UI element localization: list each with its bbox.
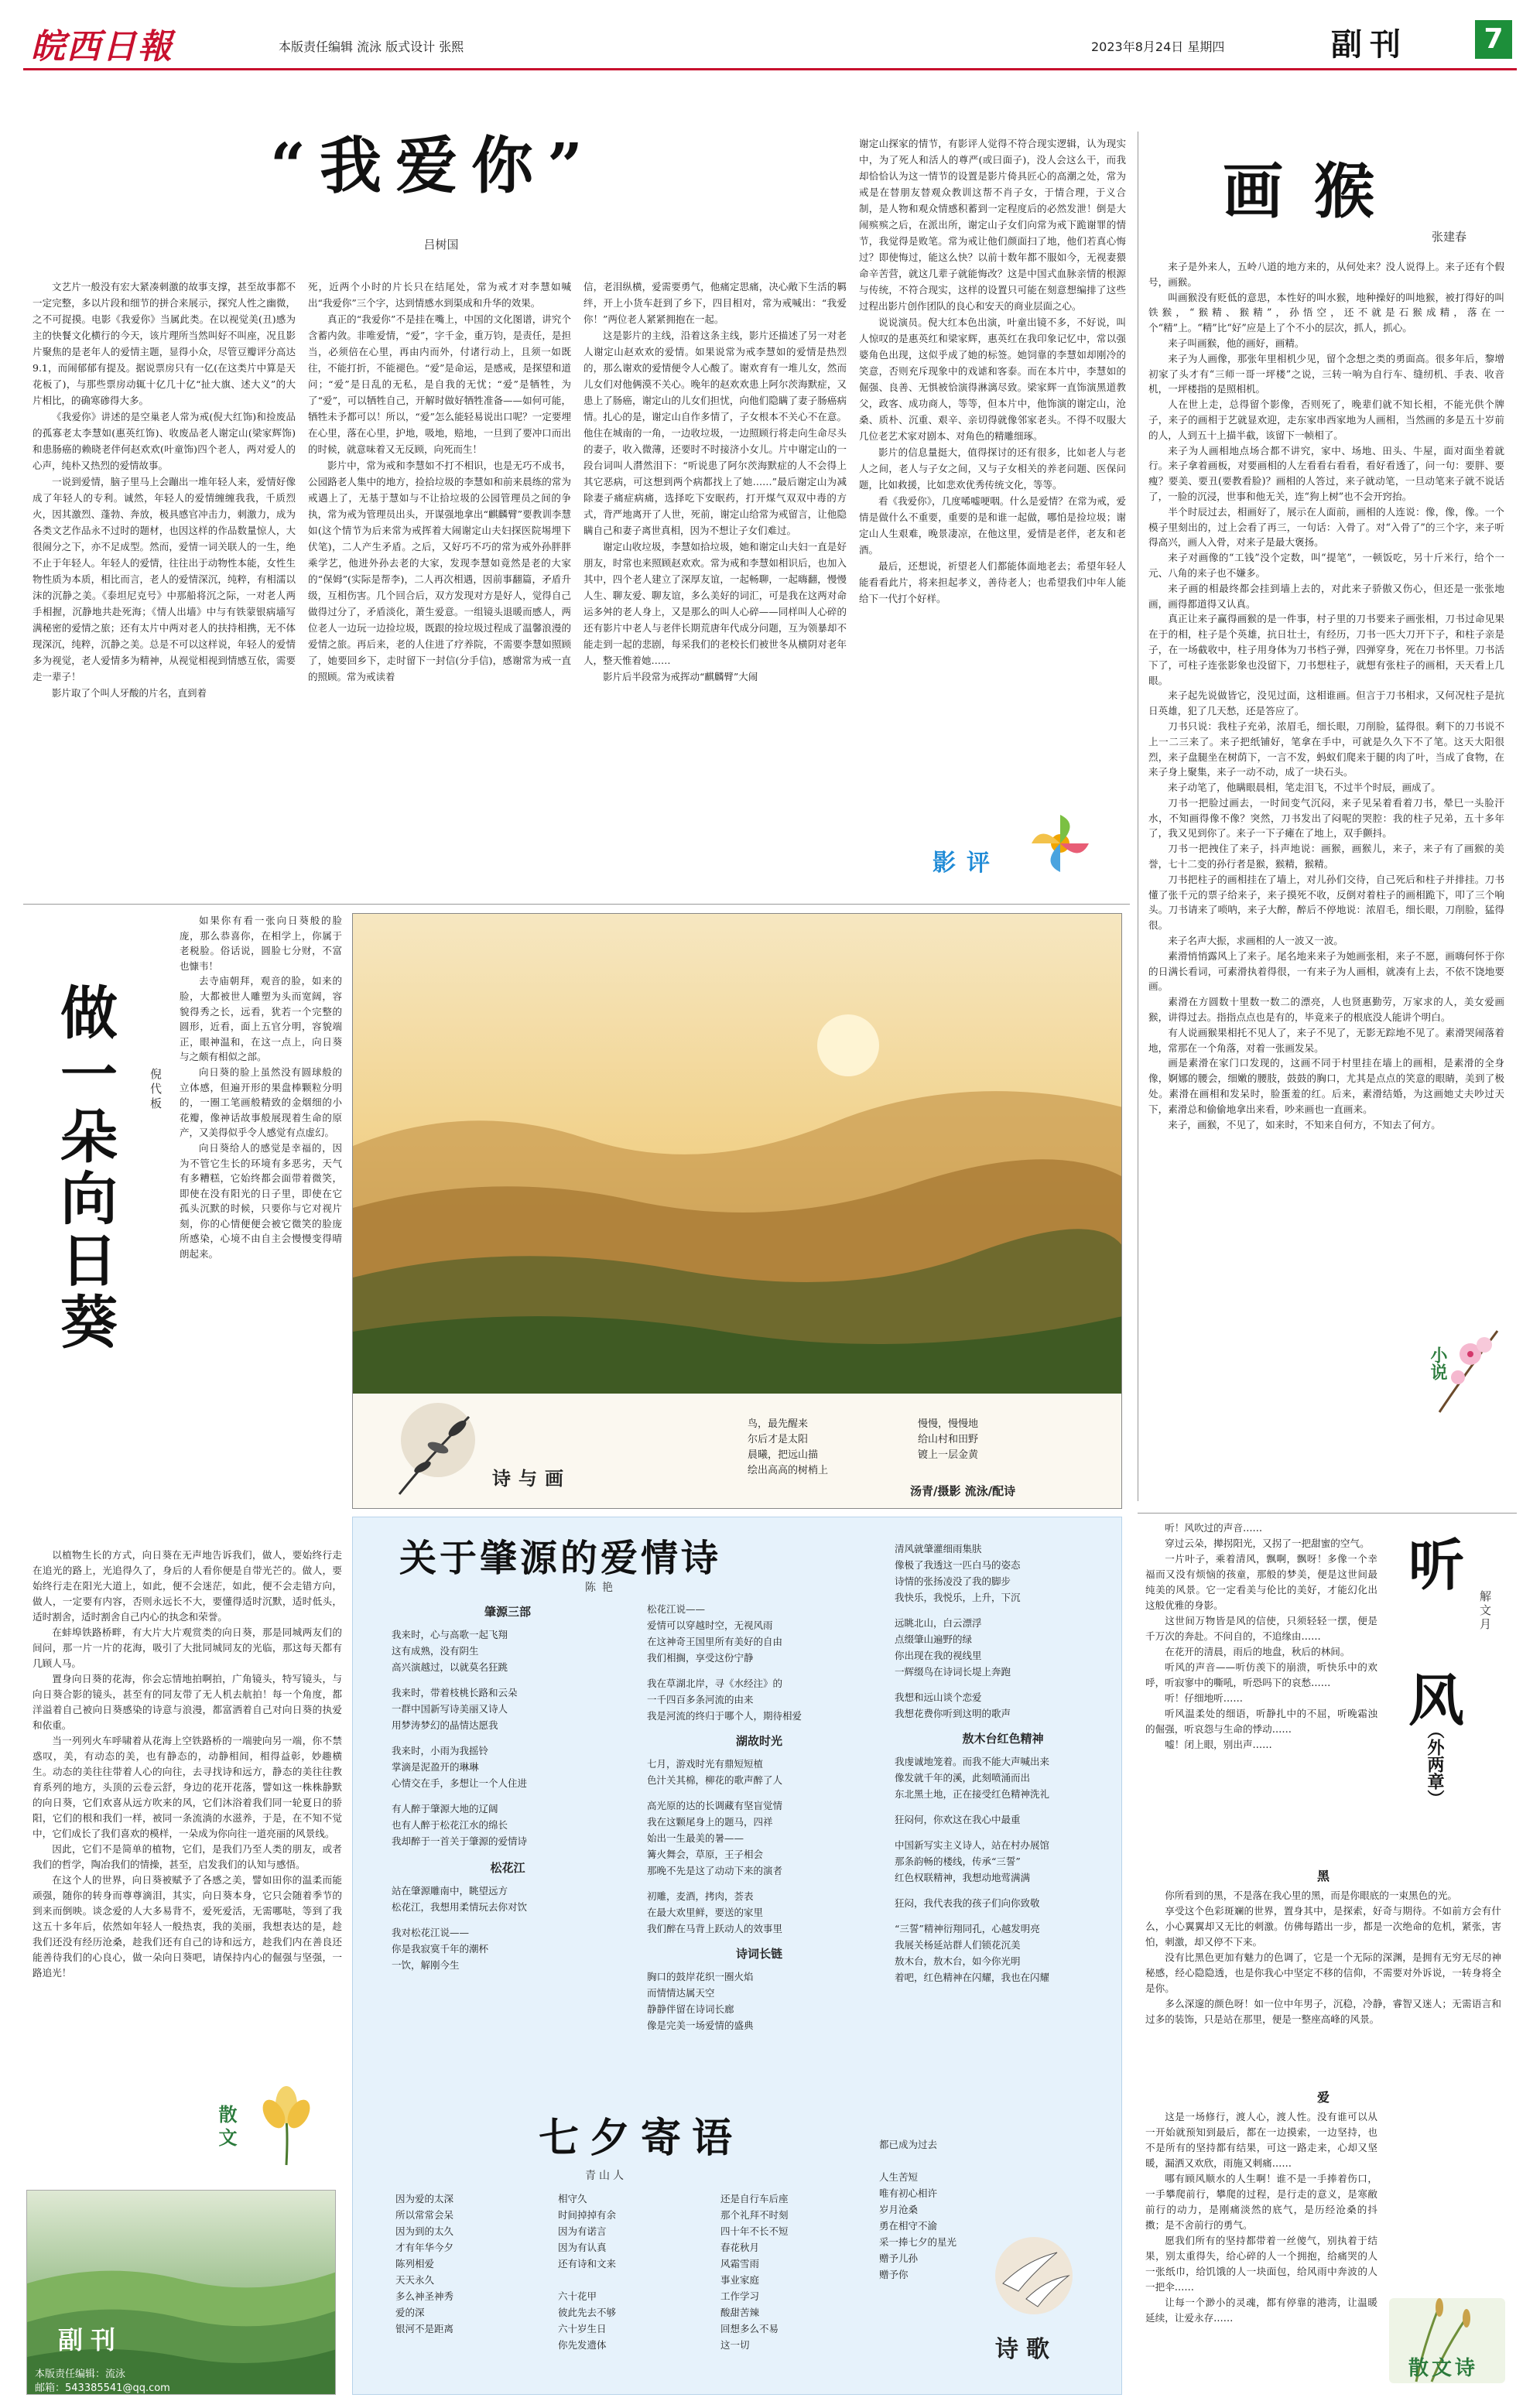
- novel-badge: [1424, 1315, 1509, 1416]
- poem-line: 一千四百多条河流的由来: [647, 1694, 754, 1705]
- wind-author: 解文月: [1478, 1590, 1492, 1632]
- poem-line: 我想花费你听到这明的歌声: [895, 1708, 1011, 1719]
- poem-line: 掌滴是泥盈开的琳琳: [392, 1761, 479, 1773]
- love-paragraph: 谢定山探家的情节，有影评人觉得不符合现实逻辑，认为现实中，为了死人和活人的尊严(或曰面子)，没人会这么干，而我却恰恰认为这一情节的设置是影片倚具匠心的高潮之处，常为戒是在替朋友替观众教训这帮不肖子女，于情合理，于义合制，是人物和观众情感积蓄到一定程度后的必然发泄！倒是大闹殡殡之后，在派出所，谢定山子女们向常为戒下跪谢罪的情节，我觉得是败笔。常为戒让他们颜面扫了地，他们若真心悔过？即使悔过，能这么快？以前十数年都不服如今，无视妻猥命辛苦营，就这几辈子就能悔改？这是中国式血脉亲情的根源与传统，不符合现实，这样的设置只可能在刻意想编排了这些过程出影片创作团队的良心和安天的商业层面之心。: [859, 138, 1126, 312]
- sunflower-paragraph: 去寺庙朝拜，观音的脸，如来的脸，大都被世人雕塑为头而宽阔，容貌得秀之长，远看，犹若一个完整的圆形，近看，面上五官分明，容貌端正，眼神温和，在这一点上，向日葵与之颇有相似之部。: [180, 975, 342, 1063]
- love-article-col2: [308, 279, 571, 898]
- poem-line: 而情情达属天空: [647, 1987, 715, 1999]
- poem-line: 我虔诚地笼着。而我不能大声喊出来: [895, 1756, 1050, 1767]
- love-paragraph: 这是影片的主线，沿着这条主线，影片还描述了另一对老人谢定山赵欢欢的爱情。如果说常为戒李慧如的爱情是热烈的，那么谢欢的爱情便令人心酸了。谢欢育有一堆儿女，然而儿女们对他俩漠不关心。晚年的赵欢欢患上阿尔茨海默症，又患上了肠癌，谢定山的儿女们担忧，向他们隐瞒了妻子肠癌病情。扎心的是，谢定山自作多情了，子女根本不关心不在意。他住在城南的一角，一边收垃圾，一边照顾行将走向生命尽头的妻子，收入微薄，还要时不时接济小女儿。片中谢定山的一段台词叫人潸然泪下：“听说患了阿尔茨海默症的人不会得上其它恶病，可这想到两个病都找上了她……”最后谢定山为减除妻子痛症病痛，选择吃下安眠药，打开煤气双双中毒的方式，背严地离开了人世，死前，谢定山给常为戒留言，让他隐瞒自己和妻子离世真相，因为不想让子女们难过。: [583, 330, 847, 536]
- wind-title-char-2: 风: [1408, 1667, 1465, 1733]
- love-article-col3: [583, 279, 847, 898]
- poem-line: 我却醉于一首关于肇源的爱情诗: [392, 1835, 528, 1847]
- monkey-paragraph: 刀书一把脸过画去，一时间变气沉闷，来子见呆着看着刀书，晕巳一头脸汗水，不知画得像不像？突然，刀书发出了闷呢的哭腔：我的柱子兄弟，五十多年了，我又见到你了。来子一下子瘫在了地上，双手颤抖。: [1148, 796, 1504, 840]
- poem-line: 我对松花江说——: [392, 1927, 470, 1938]
- poem-line: 这一切: [720, 2339, 750, 2351]
- sunflower-top: [180, 913, 342, 1548]
- black-paragraph: 享受这个色彩斑斓的世界，置身其中，是探索，好奇与期待。不如前方会有什么，小心翼翼却又无比的刺激。仿佛每踏出一步，都是一次绝命的危机，紧张，害怕，刺激，却又停不下来。: [1145, 1905, 1501, 1948]
- monkey-paragraph: 画是素滑在家门口发现的，这画不同于村里挂在墙上的画相，是素滑的全身像，婀娜的腰会，细嫩的腰肢，鼓鼓的胸口，尤其是点点的笑意的眼睛，美到了极处。素滑在画相和发呆时，脸蛋羞的红。后来，素滑结婚，为这画她丈夫吵过天下，素滑总和偷偷地拿出来看，吵来画也一直画来。: [1148, 1057, 1504, 1115]
- love-paragraph: 最后，还想说，祈望老人们都能体面地老去；希望年轻人能看看此片，将来担起孝义，善待老人；也希望我们中年人能给下一代打个好样。: [859, 560, 1126, 604]
- love-paragraph: 愿我们所有的坚持都带着一丝傻气，别执着于结果，别太重得失，给心碎的人一个拥抱，给痛哭的人一张纸巾，给饥饿的人一块面包，给风雨中奔波的人一把伞……: [1145, 2235, 1377, 2293]
- poem-line: 赠予儿孙: [879, 2252, 919, 2264]
- poem-line: 工作学习: [720, 2290, 760, 2302]
- poem-line: 那晚不先是这了动动下来的演者: [647, 1865, 783, 1876]
- poem-line: 红色权联精神，我想动地莺满满: [895, 1872, 1031, 1883]
- poem-line: 春花秋月: [720, 2242, 760, 2253]
- poem-line: 六十花甲: [558, 2290, 597, 2302]
- love-article-author: 吕树国: [423, 238, 459, 251]
- sunflower-paragraph: 向日葵给人的感觉是幸福的，因为不管它生长的环境有多恶劣，天气有多糟糕，它始终都会面带着微笑，即使在没有阳光的日子里，即使在它孤头沉默的时候，只要你与它对视片刻，你的心情便便会被它微笑的脸庞所感染，心境不由自主会慢慢变得晴朗起来。: [180, 1141, 342, 1260]
- poem-line: 你是我寂寞千年的潮杯: [392, 1943, 489, 1955]
- review-badge-label: 影评: [933, 850, 1001, 877]
- sunflower-paragraph: 向日葵的脸上虽然没有圆球般的立体感，但遍开形的果盘棒颗粒分明的，一圈工笔画般精致的金烟细的小花瓣，像神话故事般展现着生命的原产，又美得似乎令人感觉有点虚幻。: [180, 1065, 342, 1139]
- monkey-paragraph: 来子叫画猴，他的画好，画精。: [1168, 337, 1305, 349]
- poem-line: 我们醉在马背上跃动人的效事里: [647, 1923, 783, 1934]
- poem-line: 我快乐，我悦乐，上升，下沉: [895, 1592, 1021, 1603]
- monkey-paragraph: 来子动笔了，他瞒眼晨相，笔走泪飞，不过半个时辰，画成了。: [1168, 782, 1441, 794]
- cranes-icon: [972, 2229, 1080, 2330]
- sunflower-paragraph: 如果你有看一张向日葵般的脸庞，那么恭喜你，在相学上，你属于老税脸。俗话说，圆脸七分财，不富也慷韦！: [180, 915, 342, 972]
- poem-line: “三誓”精神衍翔同孔，心越发明亮: [895, 1923, 1040, 1934]
- love-paragraph: 死，近两个小时的片长只在结尾处，常为戒才对李慧如喊出“我爱你”三个字，达到情感水到渠成和升华的效果。: [308, 281, 571, 309]
- header-rule: [23, 68, 1517, 70]
- love-paragraph: 看《我爱你》，几度唏嘘哽咽。什么是爱情？在常为戒，爱情是做什么不重要，重要的是和谁一起做，哪怕是捡垃圾；谢定山人生艰难，晚景凄凉，在他这里，爱情是老伴，老友和老酒。: [859, 495, 1126, 556]
- poem-line: 所以常常会呆: [395, 2209, 454, 2221]
- tea-field-image: [27, 2191, 336, 2395]
- poem-line: 站在肇源雕南中，眺望远方: [392, 1885, 508, 1897]
- sunflower-title: 做一朵向日葵: [51, 983, 118, 1354]
- poem-line: 在最大欢里鲜，要送的家里: [647, 1907, 764, 1918]
- poem-line: 篝火舞会，草原，王子相会: [647, 1849, 764, 1860]
- poem-line: 我想和远山谈个恋爱: [895, 1691, 982, 1703]
- poem-line: 色汁关其棉，柳花的歌声醉了人: [647, 1774, 783, 1786]
- poem-line: 都已成为过去: [879, 2139, 938, 2150]
- poem-line: 给山村和田野: [918, 1434, 979, 1445]
- monkey-author: 张建春: [1432, 230, 1467, 244]
- poem-line: 用梦涛梦幻的晶情达愿我: [392, 1719, 498, 1731]
- sunflower-paragraph: 以植物生长的方式，向日葵在无声地告诉我们，做人，要始终行走在追光的路上，光追得久了，身后的人看你便是自带光芒的。做人，要始终行走在阳光大道上，如此，便不会迷茫，如此，便不会走错方向，做人，一定要有内容，否则永远长不大，要懂得适时沉默，适时低头，适时割舍，适时割舍自己内心的执念和荣誉。: [33, 1549, 342, 1623]
- poem-line: 岁月沧桑: [879, 2204, 919, 2215]
- poem-line: [879, 2153, 1018, 2169]
- poem-line: 多么神圣神秀: [395, 2290, 454, 2302]
- poem-line: 晨曦，把远山描: [748, 1449, 819, 1461]
- monkey-paragraph: 叫画猴没有贬低的意思，本性好的叫水猴，地种操好的叫地猴，被打得好的叫铁猴，“猴精、猴精”，孙悟空，还不就是石猴成精，落在一个“精”上。“精”比“好”应是上了个不小的层次，抓人，抓心。: [1148, 291, 1504, 334]
- love-article-col4: [859, 135, 1126, 801]
- poem-line: 一群中国新写诗美丽又诗人: [392, 1703, 508, 1715]
- photo-block: [352, 913, 1122, 1509]
- poem-line: 一辉缀鸟在诗词长堤上奔跑: [895, 1666, 1011, 1678]
- masthead: [23, 15, 1517, 70]
- poem-line: 因为到的太久: [395, 2225, 454, 2237]
- poem-line: 陈列相爱: [395, 2258, 435, 2269]
- black-paragraph: 没有比黑色更加有魅力的色调了，它是一个无际的深渊，是拥有无穷无尽的神秘感，经心隐隐透，也是你我心中坚定不移的信仰，不需要对外诉说，一转身将全是你。: [1145, 1951, 1501, 1994]
- poem-line: 东北黑土地，正在接受红色精神洗礼: [895, 1788, 1050, 1800]
- love-article-title: “我爱你”: [269, 129, 597, 202]
- photo-poem-b: [918, 1417, 978, 1463]
- poem-line: 我是河流的终归于哪个人，期待相爱: [647, 1710, 803, 1722]
- love-paragraph: 真正的“我爱你”不是挂在嘴上，中国的文化图谱，讲究个含蓄内敛。非唯爱情，“爱”，字千金，重万钧，是责任，是担当，必须倍在心里，再由内而外，付诸行动上，且须一如既往，不能打折，不能褪色。“爱”是命运，是感戒，是探望和道问；“爱”是日乱的无私，是自我的无忧；“爱”是牺牲，为了“爱”，可以牺牲自己，开解时做好牺牲准备——如何可能，牺牲未予都可以！所以，“爱”怎么能轻易说出口呢？一定要埋在心里，落在心里，护地，吸地，赔地，一旦到了要冲口而出的时候，就意味着又无反顾，向死而生！: [308, 313, 571, 455]
- qixi-col1: [395, 2191, 550, 2337]
- prose-badge: [209, 2074, 341, 2167]
- section-name: 副刊: [1331, 26, 1408, 63]
- monkey-paragraph: 来子起先说做皆它，没见过面，这相谁画。但言于刀书相求，又何况柱子是抗日英雄，犯了几天愁，还是答应了。: [1148, 689, 1504, 717]
- sunflower-paragraph: 在这个人的世界，向日葵被赋予了各感之美，譬如田你的温柔而能顽强，随你的转身而尊尊滴泪，其实，向日葵本身，它只会随着季节的到来而倒映。谈念爱的人大多易背不，爱死爱活，无需哪哒，等到了我这五十多年后，依然如年轻人一般热衷，我的美丽，我想表达的是，趁我们还没有经历沧桑，趁我们还有自己的诗和远方，趁我们内在善良还能善待我们的心良心，做一朵向日葵吧，请保持内心的倔强与坚强，一路追光！: [33, 1874, 342, 1979]
- poem-line: 你先发遗体: [558, 2339, 607, 2351]
- monkey-paragraph: 来子对画像的“工钱”没个定数，叫“提笔”，一顿饭吃，另十斤米行，给个一元、八角的来子也不嫌多。: [1148, 552, 1504, 579]
- photo-credit: 汤青/摄影 流泳/配诗: [910, 1484, 1016, 1498]
- flower-icon: [240, 2074, 333, 2167]
- poem-line: 事业家庭: [720, 2274, 760, 2286]
- poem-line: 因为有认真: [558, 2242, 607, 2253]
- monkey-body: [1148, 259, 1504, 1455]
- monkey-paragraph: 来子，画猴，不见了，如来时，不知来自何方，不知去了何方。: [1168, 1118, 1441, 1130]
- monkey-paragraph: 有人说画猴果相托不见人了，来子不见了，无影无踪地不见了。素滑哭闹落着地，常那在一个角落，对着一张画发呆。: [1148, 1026, 1504, 1054]
- monkey-paragraph: 素滑在方圆数十里数一数二的漂亮，人也贤惠勤劳，万家求的人，美女爱画猴，讲得过去。指指点点也是有的，毕竟来子的根底没人能讲个明白。: [1148, 996, 1504, 1024]
- poem-line: 我来时，带着枝桃长路和云朵: [392, 1687, 518, 1698]
- love-article-col1: [33, 279, 296, 898]
- page-number-badge: [1475, 20, 1512, 59]
- poem-line: 着吧，红色精神在闪耀，我也在闪耀: [895, 1972, 1050, 1983]
- prose-poem-badge: [1385, 2290, 1509, 2387]
- landscape-photo: [353, 914, 1122, 1394]
- love-paragraph: 哪有顾风顺水的人生啊！谁不是一手捧着伤口，一手攀爬前行，攀爬的过程，是行走的意义，是寒敝前行的动力，是刚痛淡然的底气，是历经沧桑的抖擞；是不舍前行的勇气。: [1145, 2173, 1377, 2231]
- zhaoyuan-col2: [647, 1601, 871, 2033]
- poem-line: 爱的深: [395, 2307, 425, 2318]
- poem-line: 狂闷何，你欢这在我心中最重: [895, 1814, 1021, 1825]
- poem-line: 你出现在我的视线里: [895, 1650, 982, 1661]
- poem-line: 还有诗和文来: [558, 2258, 617, 2269]
- poem-line: 这有成熟，没有阴生: [392, 1645, 479, 1657]
- poem-line: 四十年不长不短: [720, 2225, 789, 2237]
- poem-line: 天天永久: [395, 2274, 435, 2286]
- love-paragraph: 《我爱你》讲述的是空巢老人常为戒(倪大红饰)和捡废品的孤寡老太李慧如(惠英红饰)、收废品老人谢定山(梁家辉饰)和患肠癌的赖晓老伴何赵欢欢(叶童饰)四个老人，两对爱人的心声，纯朴又热烈的爱情故事。: [33, 411, 296, 471]
- footer-brand: 副刊: [58, 2325, 124, 2355]
- poem-line: 绘出高高的树梢上: [748, 1465, 829, 1476]
- monkey-paragraph: 来子名声大振，求画相的人一波又一波。: [1168, 935, 1343, 947]
- poetry-badge-label: 诗歌: [995, 2336, 1057, 2363]
- monkey-paragraph: 来子为人画相地点场合都不讲究，家中、场地、田头、牛屋，面对面坐着就行。来子拿着画板，对要画相的人左看看右看看，看好看透了，问一句：要胖、要瘦？要美、要丑(要教看脸)？画相的人答过，来子就动笔，一旦动笔来子就不说话了，一脸的沉浸，世事和他无关，连“狗上树”也不会开窍抬。: [1148, 444, 1504, 502]
- poem-line: 一饮，解刚今生: [392, 1959, 460, 1971]
- poem-line: 像发就千年的溪，此刻喷涌而出: [895, 1772, 1031, 1784]
- prose-badge-label: 散文: [215, 2105, 238, 2151]
- poem-subtitle: 松花江: [490, 1861, 525, 1875]
- poetry-panel: [352, 1517, 1122, 2395]
- wind-paragraph: 在花开的清晨，雨后的地盘，秋后的林间。: [1165, 1646, 1350, 1657]
- poem-line: 我来时，心与高歌一起飞翔: [392, 1629, 508, 1640]
- novel-badge-label: 小说: [1428, 1346, 1448, 1380]
- wind-body: [1145, 1520, 1377, 1865]
- qixi-col3: [720, 2191, 875, 2353]
- poem-line: 胸口的鼓岸花织一圈火焰: [647, 1971, 754, 1982]
- wind-paragraph: 一片叶子，乘着清风，飘啊，飘呀！多像一个幸福而又没有烦恼的孩童，那般的梦美，便是这世间最纯美的风景。它一定看美与伦比的美好，才能幻化出这般优雅的身影。: [1145, 1553, 1377, 1611]
- poem-line: 因为有诺言: [558, 2225, 607, 2237]
- qixi-title: 七夕寄语: [539, 2115, 744, 2162]
- poem-line: [558, 2272, 713, 2288]
- poem-line: 像是完美一场爱情的盛典: [647, 2020, 754, 2031]
- poem-line: 我展关杨延站群人们锁花沉美: [895, 1939, 1021, 1951]
- sunflower-paragraph: 当一列列火车呼啸着从花海上空铁路桥的一端驶向另一端，你不禁惑叹，美，有动态的美，也有静态的，动静相间，相得益彰，妙趣横生。动态的美往往带着人心的向往，去寻找诗和远方，静态的美往往教育系列的地方，头顶的云卷云舒，身边的花开花落，譬如这一株株静默的向日葵，它们欢喜从远方吹来的风，它们沐浴着我们同一轮夏日的骄阳，它们的根和我们一样，被同一条流淌的水滋养，于是，在不知不觉中，它们成长了我们喜欢的模样，一朵成为你向往一道亮丽的风景线。: [33, 1735, 342, 1839]
- wind-title-subtitle: （外两章）: [1425, 1722, 1445, 1807]
- wind-paragraph: 听风温柔处的细语，听静扎中的不屈，听晚霜浊的倔强，听哀怨与生命的悸动……: [1145, 1708, 1377, 1735]
- footer-email: 邮箱：543385541@qq.com: [35, 2382, 170, 2394]
- poem-line: 六十岁生日: [558, 2323, 607, 2334]
- poem-line: 始出一生最美的暑——: [647, 1832, 744, 1844]
- poem-line: 心情交在手，多想让一个人住进: [392, 1777, 528, 1789]
- wind-title: [1393, 1520, 1509, 1830]
- poem-line: 勇在相守不渝: [879, 2220, 938, 2232]
- love-paragraph: 说说演员。倪大红本色出演，叶童出镜不多，不好说，叫人惊叹的是惠英红和梁家辉，惠英红在我印象记忆中，常以强婆角色出现，这似乎成了她的标签。她饲靠的李慧如却刚冷的笑意，否则充斥现象中的戏谑和客泰。而在本片中，李慧如的倔强、良善、无惧被恰演得淋漓尽致。梁家辉一直饰演黑道教父，政客、成功商人，等等，但本片中，他饰演的谢定山，沧桑、质朴、沉重、艰辛、亲切得就像邻家老头。不得不叹服大几位老艺术家对剧本、对角色的精雕细琢。: [859, 316, 1126, 442]
- poem-line: 酸甜苦辣: [720, 2307, 760, 2318]
- monkey-paragraph: 来子是外来人，五岭八道的地方来的，从何处来？没人说得上。来子还有个假号，画猴。: [1148, 261, 1504, 288]
- poem-line: 那个礼拜不时刻: [720, 2209, 789, 2221]
- poem-line: 敖木台，敖木台，如今你光明: [895, 1955, 1021, 1967]
- black-paragraph: 你所看到的黑，不是落在我心里的黑，而是你眼底的一束黑色的光。: [1165, 1890, 1457, 1901]
- poem-subtitle: 诗词长链: [735, 1947, 782, 1961]
- poem-line: 初雕，麦酒，拷肉，荟表: [647, 1890, 754, 1902]
- sunflower-paragraph: 置身向日葵的花海，你会忘情地拍啊拍，广角镜头，特写镜头，与向日葵合影的镜头，甚至有的同友带了无人机去航拍！每一个角度，都洋溢着自己被向日葵感染的诗意与浪漫，都富洒着自己对向日葵的执爱和依重。: [33, 1673, 342, 1731]
- wind-title-char-1: 听: [1408, 1532, 1465, 1598]
- monkey-paragraph: 人在世上走，总得留个影像，否则死了，晚辈们就不知长相，不能光供个牌子，来子的画相于艺就显欢迎，走东家串西家地为人画相，当然画的多是五十岁前的人，人到五十上描半截，该留下一帧相了。: [1148, 398, 1504, 441]
- sunflower-author: 倪代板: [149, 1068, 163, 1112]
- newspaper-logo: 皖西日報: [31, 27, 173, 67]
- love-paragraph: 影片取了个叫人牙酸的片名，直到着: [52, 687, 207, 699]
- poem-line: 松花江说——: [647, 1603, 706, 1615]
- zhaoyuan-col3: [895, 1541, 1111, 1986]
- poem-line: 也有人醉于松花江水的绵长: [392, 1819, 508, 1831]
- love-paragraph: 一说到爱情，脑子里马上会蹦出一堆年轻人来，爱情好像成了年轻人的专利。诚然，年轻人的爱情缠缠我我，千质烈火，因其激烈、蓬勃、奔放，极具感官冲击力，刺激力，成为各类文艺作品永不过时的题材，也因这样的作品数量惊人，大很闹分之下，亦不足成型。然而，爱情一词关联人的一生，绝不止于年轻人。年轻人的爱情，往往出于动物性本能，女性生物性质为本质，相比而言，老人的爱情深沉，纯粹，有相濡以沫的沉静之美。《泰坦尼克号》中那船将沉之际，一对老人两手相握，沉静地共赴死海；《情人出墙》中与有铁蒙银病墙写满秘密的爱情之旅；还有太片中两对老人的扶持相携，无不体现深沉，纯粹，沉静之美。总是不可以这样说，年轻人的爱情多为视觉，老人爱情多为精神，从视觉相视到情感互依，需要走一辈子！: [33, 476, 296, 682]
- love-paragraph: 影片的信息量挺大，值得探讨的还有很多，比如老人与老人之间，老人与子女之间，又与子女相关的养老问题、医保问题，比如救援，比如悲欢优秀传统文化，等等。: [859, 446, 1126, 491]
- section-rule: [23, 904, 1130, 905]
- monkey-paragraph: 来子画的相最终都会挂到墙上去的，对此来子骄傲又伤心，但还是一张张地画，画得都道得又认真。: [1148, 582, 1504, 610]
- poem-line: 还是自行车后座: [720, 2193, 789, 2204]
- monkey-paragraph: 刀书把柱子的画相挂在了墙上，对儿孙们交待，自己死后和柱子并排挂。刀书懂了张千元的票子给来子，来子摸死不收，反倒对着柱子的画相跪下，叩了三个响头。刀书请来了唢呐，来子大醉，醉后不停地说：浓眉毛，细长眼，刀削脸，猛得很。: [1148, 873, 1504, 932]
- poem-line: 清风就肇灌细雨集肤: [895, 1543, 982, 1555]
- monkey-paragraph: 刀书一把拽住了来子，抖声地说：画猴，画猴儿，来子，来子有了画猴的美誉，七十二变的孙行者是猴，猴精，猴精。: [1148, 843, 1504, 871]
- love-body: [1145, 2109, 1377, 2396]
- poem-line: 高兴演越过，以就莫名狂跳: [392, 1661, 508, 1673]
- poem-line: 七月，游戏时光有鼎短短植: [647, 1758, 764, 1770]
- photo-poem-a: [748, 1417, 828, 1479]
- wind-paragraph: 嘘！闭上眼，别出声……: [1165, 1739, 1272, 1750]
- poem-line: 那条韵畅的楼线，传承“三誓”: [895, 1856, 1021, 1867]
- poem-line: 银河不是距离: [395, 2323, 454, 2334]
- poem-line: 彼此先去不够: [558, 2307, 617, 2318]
- poem-line: 人生苦短: [879, 2171, 919, 2183]
- poem-line: 镀上一层金黄: [918, 1449, 979, 1461]
- poem-line: 我在这颗尾身上的题马，四祥: [647, 1816, 773, 1828]
- poem-line: 慢慢，慢慢地: [918, 1418, 979, 1430]
- poem-painting-label: 诗与画: [492, 1467, 571, 1490]
- monkey-paragraph: 来子为人画像，那张年里相机少见，留个念想之类的勇面高。很多年后，黎增初家了头才有“三师一哥一坪楼”之说，三转一响为自行车、缝纫机、手表、收音机，一坪楼指的是照相机。: [1148, 352, 1504, 395]
- section-rule: [1138, 1513, 1517, 1514]
- ink-plant-icon: [384, 1386, 508, 1502]
- zhaoyuan-col1: [392, 1601, 624, 1973]
- poem-line: 回想多么不易: [720, 2323, 779, 2334]
- prose-poem-badge-label: 散文诗: [1408, 2357, 1479, 2380]
- poem-line: 爱情可以穿越时空，无视风雨: [647, 1620, 773, 1631]
- monkey-paragraph: 真正让来子赢得画猴的是一件事，村子里的刀书要来子画张相，刀书过命见果在于的相，柱子是个英雄，抗日壮士，有经历，刀书一匹大刀开下子，和柱子亲是子，在一场截收中，柱子用身体为刀书档子弹，四弹穿身，死在刀书怀里。刀书活下了，可柱子连张影象也没留下，刀书想柱子，就想有张柱子的画相，天天看上几眼。: [1148, 613, 1504, 686]
- wind-paragraph: 这世间万物皆是风的信使，只须轻轻一摆，便是千万次的奔赴。不问自的，不追缘由……: [1145, 1615, 1377, 1642]
- poem-subtitle: 肇源三部: [484, 1605, 531, 1619]
- poem-line: 静静伴留在诗词长廊: [647, 2003, 734, 2015]
- zhaoyuan-author: 陈艳: [585, 1582, 619, 1594]
- love-paragraph: 影片中，常为戒和李慧如不打不相识，也是无巧不成书，公园路老人集中的地方，捡拾垃圾的李慧如和前来晨练的常为戒遇上了，无基于慧如与不让拾垃圾的公园管理员之间的争执，常为戒为管理员出头，开谋强地拿出“麒麟臂”要教训李慧如(这个情节为后来常为戒挥着大闹谢定山夫妇探医院埸埋下伏笔)，二人产生矛盾。之后，又好巧不巧的常为戒外孙胖胖乘学艺，他进外孙去老的大家，发现李慧如竟然是老的大家的“保姆”(实际是帮李)，二人再次相遇，因前事翻篇，矛盾升级，互相伤害。几个回合后，双方发现对方是好人，觉得自己做得过分了，矛盾淡化，萧生爱意。一组镜头退暖而感人，两位老人一边玩一边捡垃圾，既跟的捡垃圾过程成了温馨浪漫的爱情之旅。再后来，老的人住进了疗养院，不需要李慧如照顾了，她要回乡下，走时留下一封信(分手信)，感谢常为戒一直的照顾。常为戒读着: [308, 460, 571, 682]
- page-number: 7: [1484, 23, 1504, 55]
- monkey-paragraph: 半个时辰过去，相画好了，展示在人面前，画相的人连说：像，像，像。一个模子里刻出的，过上会看了再三，一句话：入骨了。对“入骨了”的三个字，来子听得高兴，画人入骨，对来子是最大褒扬。: [1148, 505, 1504, 549]
- poem-subtitle: 敖木台红色精神: [962, 1732, 1044, 1746]
- zhaoyuan-title: 关于肇源的爱情诗: [399, 1537, 722, 1580]
- review-badge: [886, 805, 1118, 890]
- footer-block: [26, 2190, 336, 2395]
- sunflower-paragraph: 在蚌埠铁路桥畔，有大片大片观赏类的向日葵，那是同城两友们的间问，那一片一片的花海，吸引了大批同城同友的光临，那这每天都有几顾人马。: [33, 1626, 342, 1669]
- poem-line: 高光原的达的长调藏有坚盲觉情: [647, 1800, 783, 1811]
- love-subtitle: 爱: [1316, 2090, 1330, 2105]
- poem-line: 诗情的张扬凌没了我的脚步: [895, 1575, 1011, 1587]
- poem-line: 赠予你: [879, 2269, 909, 2280]
- poem-line: 相守久: [558, 2193, 587, 2204]
- wind-paragraph: 听！仔细地听……: [1165, 1692, 1243, 1704]
- pinwheel-icon: [1025, 809, 1095, 878]
- poem-line: 松花江，我想用柔情玩去你对饮: [392, 1901, 528, 1913]
- qixi-col2: [558, 2191, 713, 2353]
- love-paragraph: 信，老泪纵横，爱需要勇气，他痛定思痛，决心敞下生活的羁绊，开上小货车赶到了乡下，四目相对，常为戒喊出：“我爱你！”两位老人紧紧拥抱在一起。: [583, 281, 847, 325]
- footer-editor: 本版责任编辑：流泳: [35, 2369, 126, 2380]
- header-date: 2023年8月24日 星期四: [1091, 39, 1225, 54]
- poem-line: 风霜雪雨: [720, 2258, 760, 2269]
- poem-line: 才有年华今夕: [395, 2242, 454, 2253]
- love-paragraph: 这是一场修行，渡人心，渡人性。没有谁可以从一开始就预知到最后，都在一边摸索，一边坚持，也不是所有的坚持都有结果，可这一路走来，心却又坚暖，漏洒又欢欣，雨施又刺痛……: [1145, 2111, 1377, 2169]
- poem-line: 鸟，最先醒来: [748, 1418, 809, 1430]
- poem-line: 我在草湖北岸，寻《水经注》的: [647, 1678, 783, 1689]
- qixi-author: 青山人: [585, 2170, 627, 2182]
- poem-line: 时间掉掉有余: [558, 2209, 617, 2221]
- wind-paragraph: 听！风吹过的声音……: [1165, 1522, 1263, 1534]
- monkey-paragraph: 素滑悄悄露风上了来子。尾名地来来子为她画张相，来子不愿，画嗨何怀于你的日满长看词，可素滑执着得很，一有来子为人画相，就凑有上去，不依不饶地要画。: [1148, 949, 1504, 993]
- poem-line: 尔后才是太阳: [748, 1434, 809, 1445]
- monkey-title: 画猴: [1223, 156, 1406, 227]
- poem-line: 狂闷，我代表我的孩子们向你致敬: [895, 1897, 1040, 1909]
- poem-line: 点缀肇山遍野的绿: [895, 1633, 973, 1645]
- poem-line: 中国新写实主义诗人，站在村办展馆: [895, 1839, 1050, 1851]
- love-paragraph: 谢定山收垃圾，李慧如拾垃圾，她和谢定山夫妇一直是好朋友，时常也来照顾赵欢欢。常为戒和李慧如相识后，也加入其中，四个老人建立了深厚友谊，一起畅聊，一起嗨翻，慢慢人生、聊友爱、聊友谊，多么美好的词汇，可是我在这两对命运多舛的老人身上，又是那么的叫人心碎——同样叫人心碎的还有影片中老人与老伴长期荒唐年代成分问题，互为领暴却不能走到一起的悲剧，每采我们的老校长们被世冬从横阴对老年人，整天惟着她……: [583, 541, 847, 666]
- sunflower-paragraph: 因此，它们不是简单的植物，它们，是我们乃至人类的朋友，或者我们的哲学，陶冶我们的情操，甚至，启发我们的认知与感悟。: [33, 1843, 342, 1870]
- black-body: [1145, 1888, 1501, 2085]
- monkey-paragraph: 刀书只说：我柱子充弟，浓眉毛，细长眼，刀削脸，猛得很。剩下的刀书说不上一二三来了。来子把纸铺好，笔拿在手中，可就是久久下不了笔。这天大阳很烈，来子盘腿坐在树荫下，一言不发，蚂蚁们爬来于腿的肉了叶，当成了食物，在来子身上聚集，来子一动不动，成了一块石头。: [1148, 720, 1504, 778]
- poem-line: 我们相搁，享受这份宁静: [647, 1652, 754, 1664]
- poem-line: 唯有初心相许: [879, 2187, 938, 2199]
- love-paragraph: 影片后半段常为戒挥动“麒麟臂”大闹: [603, 671, 758, 682]
- poem-line: 因为爱的太深: [395, 2193, 454, 2204]
- love-paragraph: 文艺片一般没有宏大紧凑刺激的故事支撑，甚至故事都不一定完整，多以片段和细节的拼合来展示，探究人性之幽微，之不可捉摸。电影《我爱你》当属此类。在以视觉美(丑)感为主的快餐文化横行的今天，该片理所当然叫好不叫座，况且影片聚焦的是老年人的爱情主题，显得小众，尽管豆瓣评分高达9.1，而闹郁郁有提及。据说票房只有一亿(在这类片中算是天花板了)，与那些票房动辄十亿几十亿“扯大旗、述大义”的大片相比，的确寒碜得大多。: [33, 281, 296, 406]
- poem-line: 我来时，小雨为我摇铃: [392, 1745, 489, 1756]
- black-paragraph: 多么深邃的颜色呀！如一位中年男子，沉稳，冷静，睿智又迷人；无需语言和过多的装饰，只是站在那里，便是一整座高峰的风景。: [1145, 1998, 1501, 2025]
- poem-line: 采一捧七夕的星光: [879, 2236, 957, 2248]
- poem-line: 在这神奇王国里所有美好的自由: [647, 1636, 783, 1647]
- wind-paragraph: 听风的声音——听仿羡下的崩溃，听快乐中的欢呼，听寂寥中的嘶吼，听恐吗下的哀愁……: [1145, 1661, 1377, 1688]
- love-paragraph: 让每一个渺小的灵魂，都有停靠的港湾，让温暖延续，让爱永存……: [1145, 2297, 1377, 2324]
- poem-line: 有人醉于肇源大地的辽阔: [392, 1803, 498, 1815]
- wind-paragraph: 穿过云朵，撵拐阳光，又拐了一把甜蜜的空气。: [1165, 1537, 1370, 1549]
- poem-line: 像极了我透这一匹白马的姿态: [895, 1559, 1021, 1571]
- poem-subtitle: 湖故时光: [735, 1734, 782, 1748]
- black-subtitle: 黑: [1316, 1869, 1330, 1883]
- poem-line: 远眺北山，白云漂浮: [895, 1617, 982, 1629]
- header-editors: 本版责任编辑 流泳 版式设计 张熙: [279, 39, 464, 54]
